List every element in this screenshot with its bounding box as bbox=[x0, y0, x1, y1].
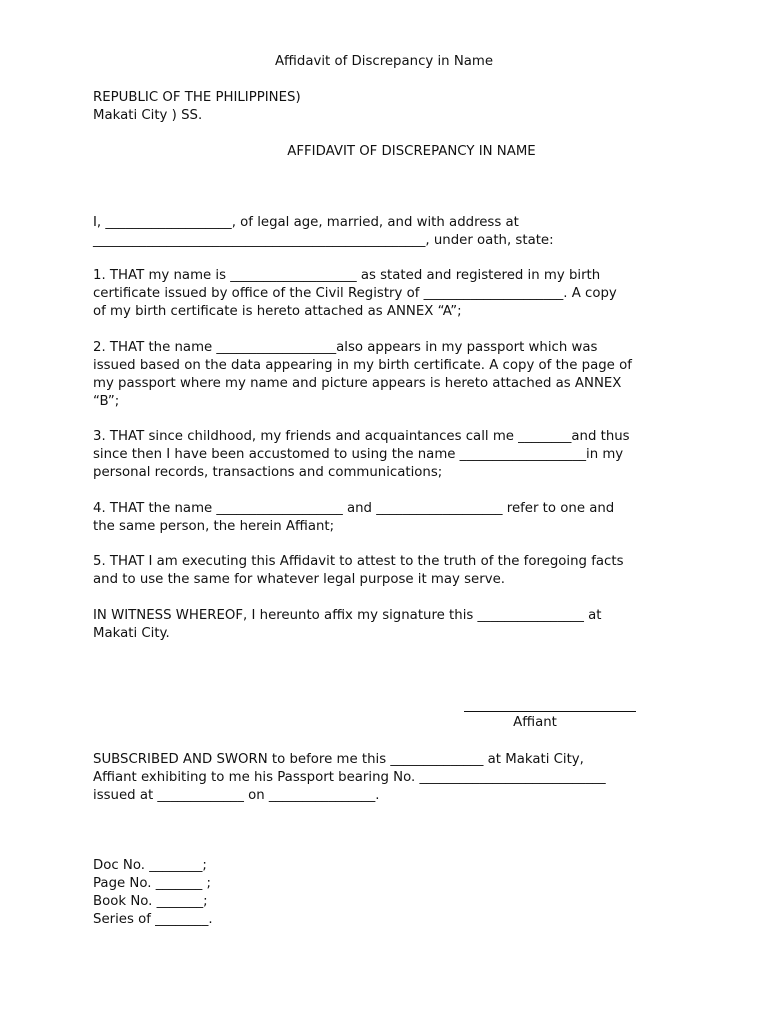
affiant-signature-line bbox=[464, 711, 636, 712]
witness-paragraph bbox=[93, 607, 683, 643]
paragraph-line: 2. THAT the name __________________also appears in my passport which was bbox=[93, 340, 598, 355]
paragraph-1 bbox=[93, 267, 683, 321]
paragraph-line: and to use the same for whatever legal purpose it may serve. bbox=[93, 572, 505, 587]
paragraph-line: personal records, transactions and communications; bbox=[93, 465, 443, 480]
paragraph-line: 5. THAT I am executing this Affidavit to attest to the truth of the foregoing facts bbox=[93, 554, 624, 569]
paragraph-line: “B”; bbox=[93, 394, 120, 409]
paragraph-line: 1. THAT my name is ___________________ as stated and registered in my birth bbox=[93, 268, 601, 283]
document-title: Affidavit of Discrepancy in Name bbox=[274, 54, 494, 69]
paragraph-line: since then I have been accustomed to using the name ___________________in my bbox=[93, 447, 624, 462]
paragraph-line: the same person, the herein Affiant; bbox=[93, 519, 335, 534]
paragraph-3 bbox=[93, 428, 683, 482]
paragraph-line: my passport where my name and picture appears is hereto attached as ANNEX bbox=[93, 376, 622, 391]
notarial-line: Book No. _______; bbox=[93, 894, 208, 909]
paragraph-line: 3. THAT since childhood, my friends and acquaintances call me ________and thus bbox=[93, 429, 630, 444]
paragraph-line: issued based on the data appearing in my birth certificate. A copy of the page of bbox=[93, 358, 632, 373]
document-heading: AFFIDAVIT OF DISCREPANCY IN NAME bbox=[287, 144, 536, 159]
intro-paragraph bbox=[93, 214, 683, 250]
notarial-line: Doc No. ________; bbox=[93, 858, 207, 873]
paragraph-line: certificate issued by office of the Civil Registry of _____________________. A copy bbox=[93, 286, 617, 301]
paragraph-line: Makati City. bbox=[93, 626, 170, 641]
notarial-register-block bbox=[93, 857, 683, 929]
paragraph-line: __________________________________________________, under oath, state: bbox=[93, 233, 554, 248]
paragraph-4 bbox=[93, 500, 683, 536]
paragraph-5 bbox=[93, 553, 683, 589]
paragraph-line: IN WITNESS WHEREOF, I hereunto affix my signature this ________________ at bbox=[93, 608, 602, 623]
venue-line: Makati City ) SS. bbox=[93, 108, 203, 123]
affiant-label: Affiant bbox=[513, 715, 557, 730]
paragraph-line: issued at _____________ on ________________. bbox=[93, 788, 380, 803]
notarial-line: Page No. _______ ; bbox=[93, 876, 211, 891]
paragraph-line: of my birth certificate is hereto attached as ANNEX “A”; bbox=[93, 304, 462, 319]
paragraph-line: I, ___________________, of legal age, married, and with address at bbox=[93, 215, 519, 230]
paragraph-line: SUBSCRIBED AND SWORN to before me this ______________ at Makati City, bbox=[93, 752, 584, 767]
paragraph-2 bbox=[93, 339, 683, 411]
paragraph-line: Affiant exhibiting to me his Passport bearing No. ____________________________ bbox=[93, 770, 606, 785]
notarial-line: Series of ________. bbox=[93, 912, 213, 927]
venue-block bbox=[93, 89, 683, 125]
paragraph-line: 4. THAT the name ___________________ and ___________________ refer to one and bbox=[93, 501, 615, 516]
jurat-paragraph bbox=[93, 751, 683, 805]
venue-line: REPUBLIC OF THE PHILIPPINES) bbox=[93, 90, 301, 105]
